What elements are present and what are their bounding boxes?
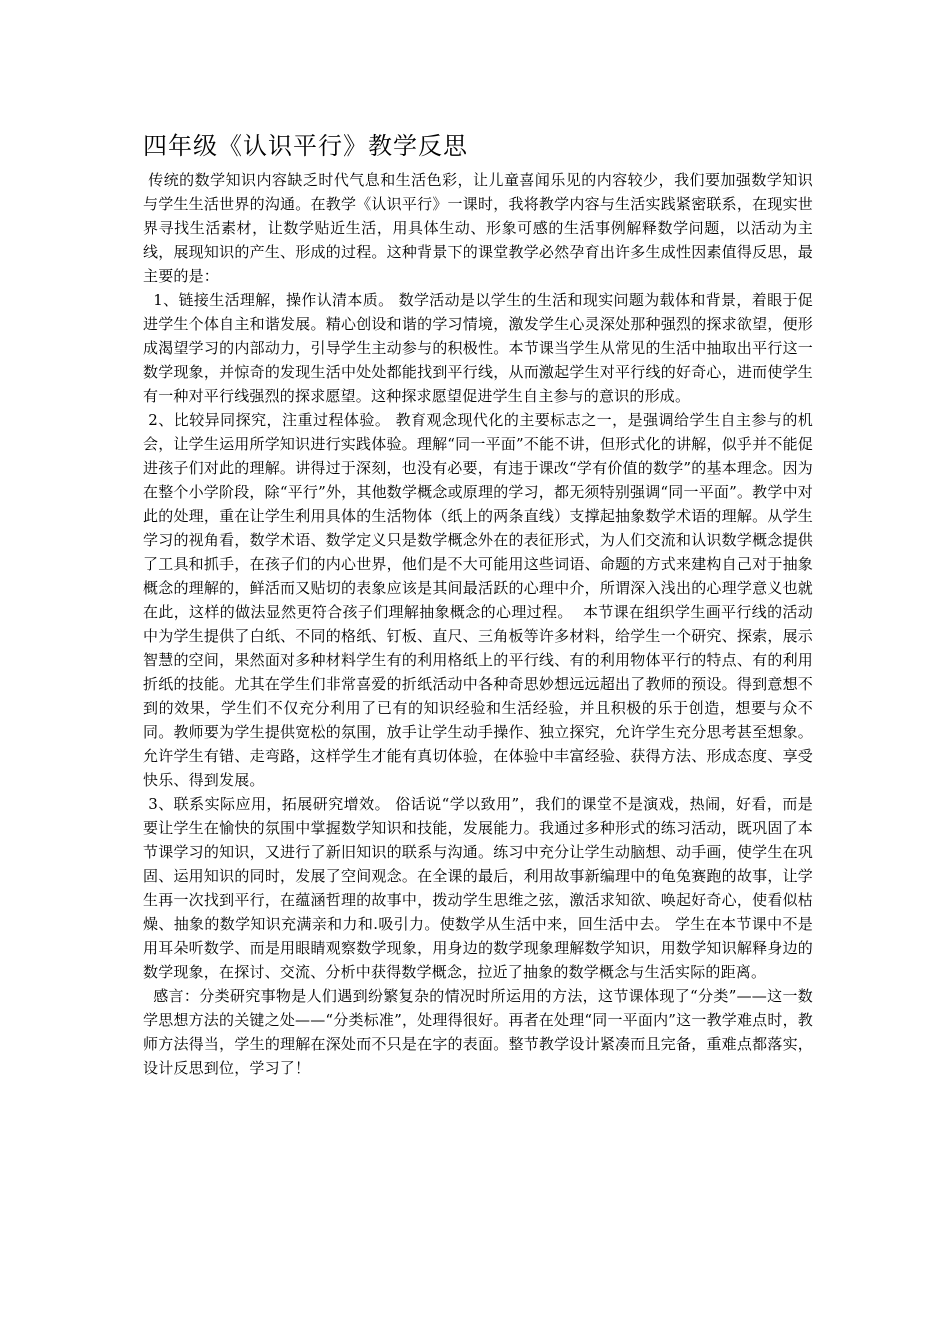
document-page [143, 130, 813, 1080]
section-2-paragraph: 2、比较异同探究，注重过程体验。 教育观念现代化的主要标志之一，是强调给学生自主参与的机会，让学生运用所学知识进行实践体验。理解“同一平面”不能不讲，但形式化的讲解，似乎并不能促进孩子们对此的理解。讲得过于深刻，也没有必要，有违于课改“学有价值的数学”的基本理念。因为在整个小学阶段，除“平行”外，其他数学概念或原理的学习，都无须特别强调“同一平面”。教学中对此的处理，重在让学生利用具体的生活物体（纸上的两条直线）支撑起抽象数学术语的理解。从学生学习的视角看，数学术语、数学定义只是数学概念外在的表征形式，为人们交流和认识数学概念提供了工具和抓手，在孩子们的内心世界，他们是不大可能用这些词语、命题的方式来建构自己对于抽象概念的理解的，鲜活而又贴切的表象应该是其间最活跃的心理中介，所谓深入浅出的心理学意义也就在此，这样的做法显然更符合孩子们理解抽象概念的心理过程。 本节课在组织学生画平行线的活动中为学生提供了白纸、不同的格纸、钉板、直尺、三角板等许多材料，给学生一个研究、探索，展示智慧的空间，果然面对多种材料学生有的利用格纸上的平行线、有的利用物体平行的特点、有的利用折纸的技能。尤其在学生们非常喜爱的折纸活动中各种奇思妙想远远超出了教师的预设。得到意想不到的效果，学生们不仅充分利用了已有的知识经验和生活经验，并且积极的乐于创造，想要与众不同。教师要为学生提供宽松的氛围，放手让学生动手操作、独立探究，允许学生充分思考甚至想象。允许学生有错、走弯路，这样学生才能有真切体验，在体验中丰富经验、获得方法、形成态度、享受快乐、得到发展。 [143, 411, 814, 789]
comment-paragraph: 感言：分类研究事物是人们遇到纷繁复杂的情况时所运用的方法，这节课体现了“分类”——这一数学思想方法的关键之处——“分类标准”，处理得很好。再者在处理“同一平面内”这一教学难点时，教师方法得当，学生的理解在深处而不只是在字的表面。整节教学设计紧凑而且完备，重难点都落实，设计反思到位，学习了！ [143, 987, 813, 1077]
section-3-paragraph: 3、联系实际应用，拓展研究增效。 俗话说“学以致用”，我们的课堂不是演戏，热闹，好看，而是要让学生在愉快的氛围中掌握数学知识和技能，发展能力。我通过多种形式的练习活动，既巩固了本节课学习的知识，又进行了新旧知识的联系与沟通。练习中充分让学生动脑想、动手画，使学生在巩固、运用知识的同时，发展了空间观念。在全课的最后，利用故事新编理中的龟兔赛跑的故事，让学生再一次找到平行，在蕴涵哲理的故事中，拨动学生思维之弦，激活求知欲、唤起好奇心，使看似枯燥、抽象的数学知识充满亲和力和.吸引力。使数学从生活中来，回生活中去。 学生在本节课中不是用耳朵听数学、而是用眼睛观察数学现象，用身边的数学现象理解数学知识，用数学知识解释身边的数学现象，在探讨、交流、分析中获得数学概念，拉近了抽象的数学概念与生活实际的距离。 [143, 795, 814, 981]
intro-paragraph: 传统的数学知识内容缺乏时代气息和生活色彩，让儿童喜闻乐见的内容较少，我们要加强数学知识与学生生活世界的沟通。在教学《认识平行》一课时，我将教学内容与生活实践紧密联系，在现实世界寻找生活素材，让数学贴近生活，用具体生动、形象可感的生活事例解释数学问题，以活动为主线，展现知识的产生、形成的过程。这种背景下的课堂教学必然孕育出许多生成性因素值得反思，最主要的是： [143, 171, 813, 285]
document-title: 四年级《认识平行》教学反思 [143, 132, 468, 160]
section-1-paragraph: 1、链接生活理解，操作认清本质。 数学活动是以学生的生活和现实问题为载体和背景，着眼于促进学生个体自主和谐发展。精心创设和谐的学习情境，激发学生心灵深处那种强烈的探求欲望，便形成渴望学习的内部动力，引导学生主动参与的积极性。本节课当学生从常见的生活中抽取出平行这一数学现象，并惊奇的发现生活中处处都能找到平行线，从而激起学生对平行线的好奇心，进而使学生有一种对平行线强烈的探求愿望。这种探求愿望促进学生自主参与的意识的形成。 [143, 291, 813, 405]
